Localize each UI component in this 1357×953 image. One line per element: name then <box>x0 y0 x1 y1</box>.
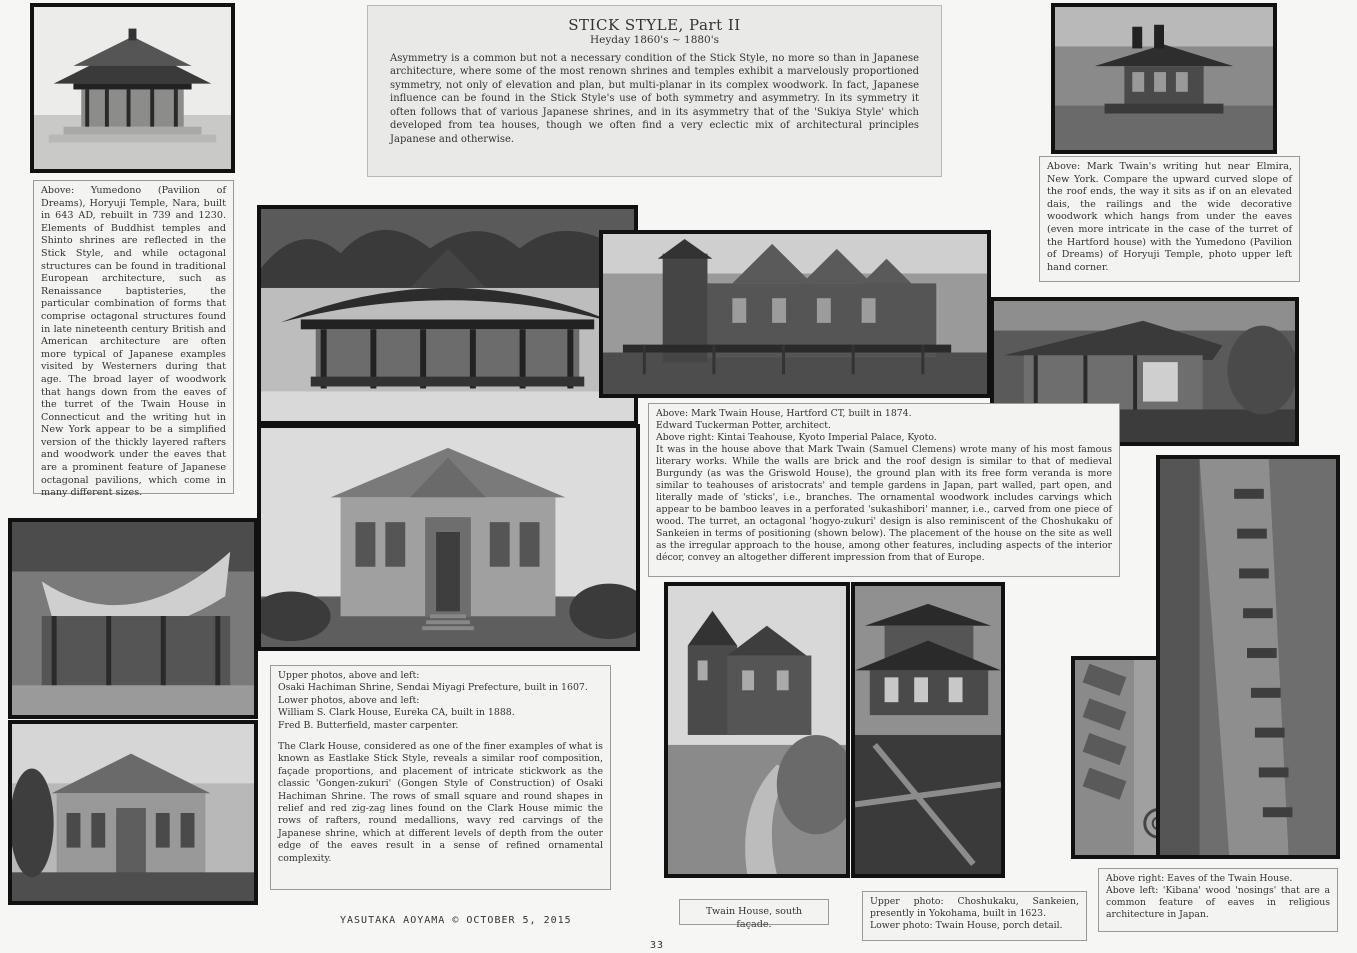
caption-choshukaku-line-2: Lower photo: Twain House, porch detail. <box>870 920 1063 931</box>
caption-writing-hut-text: Above: Mark Twain's writing hut near Elmira, New York. Compare the upward curved slope of the roof ends, the way it sits as if on an elevated dais, the railings and the wide decorative woodwork which hangs from under the eaves (even more intricate in the case of the turret of the Hartford house) with the Yumedono (Pavilion of Dreams) of Horyuji Temple, photo upper left hand corner. <box>1047 161 1292 273</box>
photo-yumedono <box>30 3 235 173</box>
title-box <box>367 5 942 177</box>
caption-eaves-line-1: Above right: Eaves of the Twain House. <box>1106 873 1293 884</box>
caption-writing-hut <box>1039 156 1300 282</box>
photo-choshukaku-and-porch <box>851 582 1005 878</box>
page-number: 33 <box>650 940 665 951</box>
caption-clark-line-3: Lower photos, above and left: <box>278 694 420 706</box>
photo-twain-house-eaves <box>1156 455 1340 859</box>
caption-south-facade-text: Twain House, south façade. <box>705 906 803 930</box>
page-subtitle: Heyday 1860's ~ 1880's <box>589 34 720 46</box>
caption-twain-house-line-3: Above right: Kintai Teahouse, Kyoto Imperial Palace, Kyoto. <box>656 432 937 443</box>
caption-south-facade <box>679 899 829 930</box>
photo-clark-house <box>257 424 640 651</box>
photo-osaki-hachiman-shrine <box>257 205 638 425</box>
caption-clark-body: The Clark House, considered as one of the finer examples of what is known as Eastlake Stick Style, reveals a similar roof composition, façade proportions, and placement of intricate stickwork as the classic 'Gongen-zukuri' (Gongen Style of Construction) of Osaki Hachiman Shrine. The rows of small square and round shapes in relief and red zig-zag lines found on the Clark House mimic the rows of rafters, round medallions, wavy red carvings of the Japanese shrine, which at different levels of depth from the outer edge of the eaves result in a sense of refined ornamental complexity. <box>278 741 603 864</box>
caption-clark-line-1: Upper photos, above and left: <box>278 670 420 681</box>
caption-twain-house-body: It was in the house above that Mark Twain (Samuel Clemens) wrote many of his most famous literary works. While the walls are brick and the roof design is similar to that of medieval Burgundy (as was the Griswold House), the ground plan with its free form veranda is more similar to teahouses of aristocrats' and temple gardens in Japan, part walled, part open, and literally made of 'sticks', i.e., branches. The ornamental woodwork includes carvings which appear to be bamboo leaves in a perforated 'sukashibori' manner, i.e., carved from one piece of wood. The turret, an octagonal 'hogyo-zukuri' design is also reminiscent of the Choshukaku of Sankeien in terms of positioning (shown below). The placement of the house on the site as well as the irregular approach to the house, among other features, including aspects of the interior décor, convey an altogether different impression from that of Europe. <box>656 444 1112 563</box>
signature: YASUTAKA AOYAMA © OCTOBER 5, 2015 <box>340 915 572 926</box>
caption-yumedono <box>33 180 234 499</box>
caption-yumedono-text: Above: Yumedono (Pavilion of Dreams), Horyuji Temple, Nara, built in 643 AD, rebuilt in 739 and 1230. Elements of Buddhist temples and Shinto shrines are reflected in the Stick Style, and while octagonal structures can be found in traditional European architecture, such as Renaissance baptisteries, the particular combination of forms that comprise octagonal structures found in late nineteenth century British and American architecture are often more typical of Japanese examples visited by Westerners during that age. The broad layer of woodwork that hangs down from the eaves of the turret of the Twain House in Connecticut and the writing hut in New York appear to be a simplified version of the thickly layered rafters and woodwork under the eaves that are a prominent feature of Japanese octagonal pavilions, which come in many different sizes. <box>41 185 226 499</box>
caption-choshukaku <box>862 891 1087 941</box>
caption-eaves <box>1098 868 1338 932</box>
caption-twain-house <box>648 403 1120 577</box>
caption-clark-line-2: Osaki Hachiman Shrine, Sendai Miyagi Prefecture, built in 1607. <box>278 682 588 694</box>
caption-twain-house-line-1: Above: Mark Twain House, Hartford CT, built in 1874. <box>656 408 912 419</box>
caption-clark-line-5: Fred B. Butterfield, master carpenter. <box>278 719 459 731</box>
caption-clark-house <box>270 665 611 890</box>
caption-clark-line-4: William S. Clark House, Eureka CA, built in 1888. <box>278 707 515 719</box>
caption-twain-house-line-2: Edward Tuckerman Potter, architect. <box>656 420 831 431</box>
photo-osaki-shrine-side <box>8 518 258 719</box>
caption-choshukaku-line-1: Upper photo: Choshukaku, Sankeien, presently in Yokohama, built in 1623. <box>870 896 1079 919</box>
caption-eaves-line-2: Above left: 'Kibana' wood 'nosings' that are a common feature of eaves in religious architecture in Japan. <box>1106 885 1330 920</box>
photo-twain-house-south-facade <box>664 582 850 878</box>
page-title: STICK STYLE, Part II <box>568 16 741 34</box>
photo-mark-twain-house <box>599 230 991 398</box>
intro-text: Asymmetry is a common but not a necessary condition of the Stick Style, no more so than in Japanese architecture, where some of the most renown shrines and temples exhibit a marvelously proportioned symmetry, not only of elevation and plan, but multi-planar in its complex woodwork. In fact, Japanese influence can be found in the Stick Style's use of both symmetry and asymmetry. In its symmetry it often follows that of various Japanese shrines, and in its asymmetry that of the 'Sukiya Style' which developed from tea houses, though we often find a very eclectic mix of architectural principles Japanese and otherwise. <box>390 52 919 145</box>
photo-writing-hut <box>1051 3 1277 154</box>
photo-clark-house-side <box>8 720 258 905</box>
